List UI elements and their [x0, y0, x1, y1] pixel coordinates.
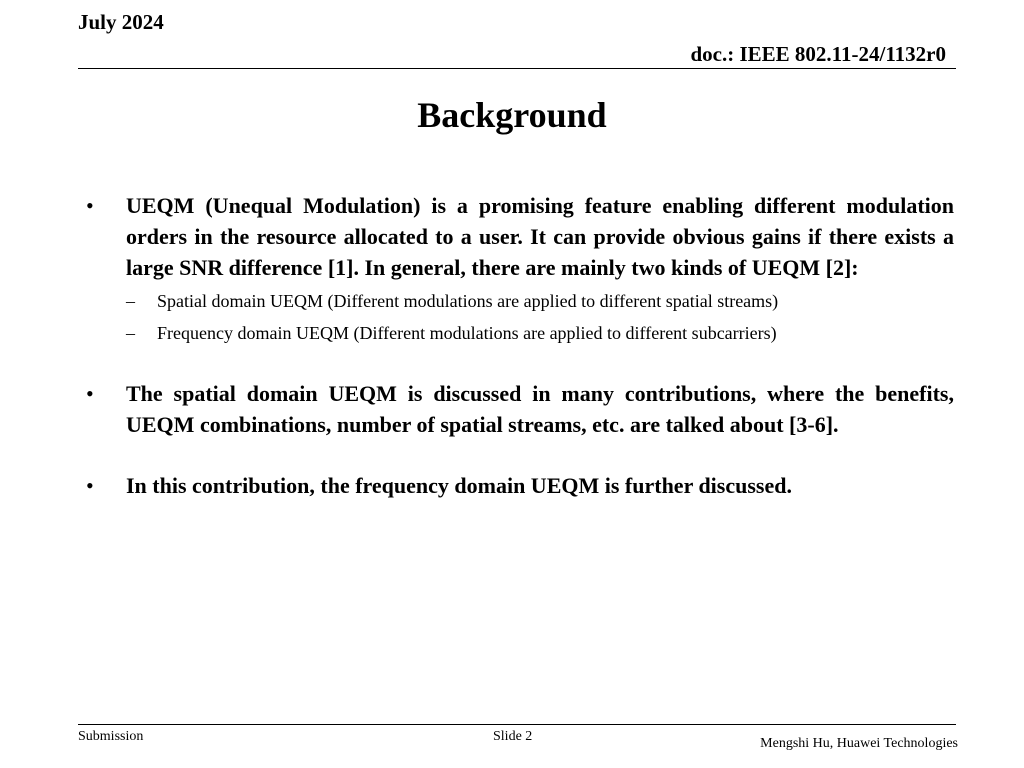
header-date: July 2024	[78, 10, 164, 34]
sub-bullet-text: Frequency domain UEQM (Different modulations are applied to different subcarriers)	[157, 323, 777, 343]
slide-content	[86, 190, 954, 501]
bullet-item	[86, 470, 954, 501]
bullet-marker: •	[86, 473, 94, 498]
bullet-marker: •	[86, 381, 94, 406]
bullet-marker: •	[86, 193, 94, 218]
sub-bullet-list	[86, 285, 954, 349]
spacer	[86, 349, 954, 378]
slide-number: Slide 2	[493, 729, 533, 744]
document-id: doc.: IEEE 802.11-24/1132r0	[690, 42, 946, 66]
sub-bullet-item	[126, 285, 954, 317]
dash-marker: –	[126, 291, 135, 311]
footer-submission: Submission	[78, 729, 144, 744]
slide-title: Background	[417, 95, 607, 135]
bullet-text: UEQM (Unequal Modulation) is a promising feature enabling different modulation orders in the resource allocated to a user. It can provide obvious gains if there exists a large SNR difference [1]. In general, there are mainly two kinds of UEQM [2]:	[126, 193, 954, 280]
dash-marker: –	[126, 323, 135, 343]
bullet-item	[86, 378, 954, 440]
bullet-text: In this contribution, the frequency domain UEQM is further discussed.	[126, 473, 792, 498]
sub-bullet-text: Spatial domain UEQM (Different modulations are applied to different spatial streams)	[157, 291, 779, 311]
footer-author: Mengshi Hu, Huawei Technologies	[760, 736, 958, 751]
bullet-text: The spatial domain UEQM is discussed in many contributions, where the benefits, UEQM combinations, number of spatial streams, etc. are talked about [3-6].	[126, 381, 954, 437]
sub-bullet-item	[126, 317, 954, 349]
spacer	[86, 440, 954, 470]
bullet-item	[86, 190, 954, 283]
footer-divider	[78, 724, 956, 725]
header-divider	[78, 68, 956, 69]
